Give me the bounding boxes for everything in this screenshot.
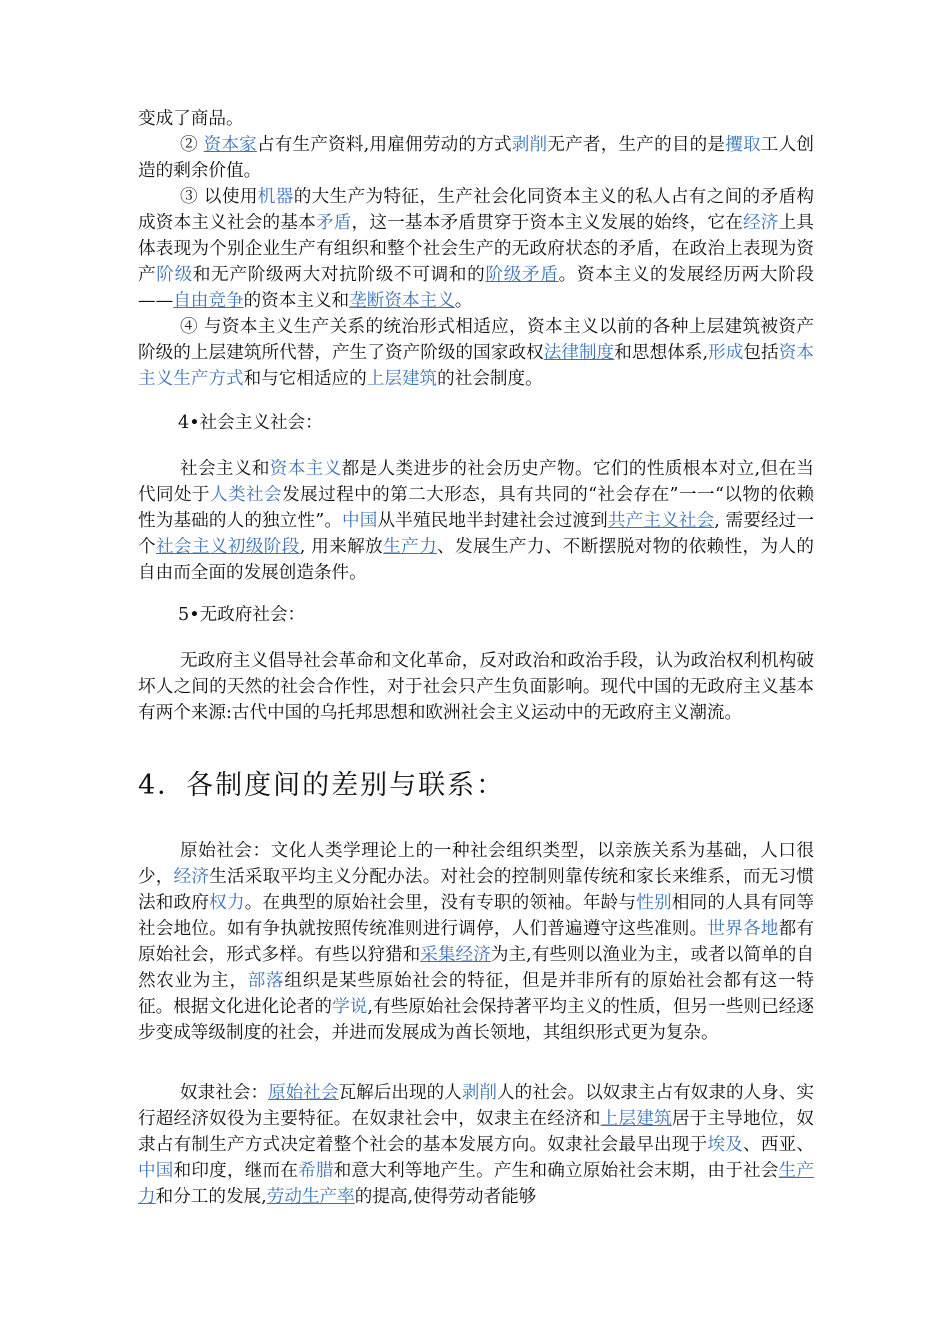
link-gender[interactable]: 性别 (636, 893, 672, 913)
text: 占有生产资料,用雇佣劳动的方式 (256, 135, 512, 155)
link-power[interactable]: 权力 (209, 893, 245, 913)
text: 发展过程中的第二大形态，具有共同的“社会存在”一一“以物的依赖性为基础的人的独立性”。 (138, 485, 814, 531)
link-labor-productivity[interactable]: 劳动生产率 (266, 1187, 355, 1207)
text: ② (180, 135, 204, 155)
text: 无产者，生产的目的是 (547, 135, 726, 155)
text: , 需要经过一个 (138, 511, 814, 557)
text: 为主,有些则以渔业为主，或者以简单的自然农业为主， (138, 945, 814, 991)
text: 和与它相适应的 (243, 369, 367, 389)
paragraph (138, 314, 814, 392)
text: ，这一基本矛盾贯穿于资本主义发展的始终，它在 (351, 213, 743, 233)
text: , 用来解放 (299, 537, 384, 557)
link-human-society[interactable]: 人类社会 (210, 485, 283, 505)
subheading-socialist-society: 4•社会主义社会： (178, 413, 323, 433)
paragraph (138, 106, 814, 132)
text: 。 (454, 291, 473, 311)
text: 奴隶社会： (180, 1083, 269, 1103)
link-communist-society[interactable]: 共产主义社会 (607, 511, 715, 531)
section-anarchist-society (138, 648, 814, 726)
link-class-contradiction[interactable]: 阶级矛盾 (485, 265, 559, 285)
text: 、发展生产力、不断摆脱对物的依赖性，为人的自由而全面的发展创造条件。 (138, 537, 814, 583)
text: ③ 以使用 (180, 187, 258, 207)
text: 和印度，继而在 (173, 1161, 299, 1181)
link-capitalist-mode-of-production[interactable]: 资本主义生产方式 (138, 343, 814, 389)
text: 相同的人具有同等社会地位。如有争执就按照传统准则进行调停，人们普遍遵守这些准则。 (138, 893, 814, 939)
text: 组织是某些原始社会的特征，但是并非所有的原始社会都有这一特征。根据文化进化论者的 (138, 971, 814, 1017)
link-egypt[interactable]: 埃及 (707, 1135, 743, 1155)
paragraph (138, 184, 814, 314)
text: 瓦解后出现的人 (338, 1083, 462, 1103)
link-gathering-economy[interactable]: 采集经济 (420, 945, 491, 965)
text: 的资本主义和 (243, 291, 350, 311)
link-china[interactable]: 中国 (342, 511, 378, 531)
text: 原始社会：文化人类学理论上的一种社会组织类型，以亲族关系为基础，人口很少， (138, 841, 814, 887)
text: 从半殖民地半封建社会过渡到 (377, 511, 608, 531)
paragraph (138, 456, 814, 586)
text: 居于主导地位，奴隶占有制生产方式决定着整个社会的基本发展方向。奴隶社会最早出现于 (138, 1109, 814, 1155)
text: 工人创造的剩余价值。 (138, 135, 814, 181)
text: ④ 与资本主义生产关系的统治形式相适应，资本主义以前的各种上层建筑被资产阶级的上层建筑所代替，产生了资产阶级的国家政权 (138, 317, 814, 363)
section-socialist-society (138, 456, 814, 586)
section-heading: 4．各制度间的差别与联系： (138, 770, 506, 801)
text: 人的社会。以奴隶主占有奴隶的人身、实行超经济奴役为主要特征。在奴隶社会中，奴隶主在经济和 (138, 1083, 814, 1129)
text: 的社会制度。 (437, 369, 543, 389)
link-exploitation[interactable]: 剥削 (461, 1083, 498, 1103)
text: ,有些原始社会保持著平均主义的性质，但另一些则已经逐步变成等级制度的社会，并进而发展成为酋长领地，其组织形式更为复杂。 (138, 997, 814, 1043)
text: 生活采取平均主义分配办法。对社会的控制则靠传统和家长来维系，而无习惯法和政府 (138, 867, 814, 913)
link-monopoly-capitalism[interactable]: 垄断资本主义 (349, 291, 455, 311)
link-economy[interactable]: 经济 (742, 213, 779, 233)
text: 和思想体系, (614, 343, 709, 363)
link-capitalist[interactable]: 资本家 (203, 135, 257, 155)
text: 包括 (743, 343, 779, 363)
link-theory[interactable]: 学说 (332, 997, 368, 1017)
link-form[interactable]: 形成 (708, 343, 744, 363)
text: 、西亚、 (743, 1135, 814, 1155)
paragraph (138, 1080, 814, 1210)
paragraph (138, 838, 814, 1046)
link-legal-system[interactable]: 法律制度 (543, 343, 615, 363)
text: 和意大利等地产生。产生和确立原始社会末期，由于社会 (333, 1161, 779, 1181)
link-grab[interactable]: 攫取 (725, 135, 761, 155)
subheading-anarchist-society: 5•无政府社会： (178, 605, 306, 625)
link-capitalism[interactable]: 资本主义 (269, 459, 342, 479)
text: 的提高,使得劳动者能够 (354, 1187, 537, 1207)
link-superstructure[interactable]: 上层建筑 (366, 369, 438, 389)
link-around-the-world[interactable]: 世界各地 (707, 919, 779, 939)
text: 。资本主义的发展经历两大阶段—— (138, 265, 814, 311)
text: 社会主义和 (180, 459, 270, 479)
text: 和分工的发展, (155, 1187, 267, 1207)
link-tribe[interactable]: 部落 (247, 971, 285, 991)
link-machine[interactable]: 机器 (257, 187, 294, 207)
text: 都有原始社会，形式多样。有些以狩猎和 (138, 919, 814, 965)
text: 和无产阶级两大对抗阶级不可调和的 (192, 265, 486, 285)
link-productive-forces[interactable]: 生产力 (138, 1161, 814, 1207)
link-primitive-society[interactable]: 原始社会 (268, 1083, 339, 1103)
link-exploitation[interactable]: 剥削 (511, 135, 548, 155)
text: 。在典型的原始社会里，没有专职的领袖。年龄与 (244, 893, 637, 913)
link-contradiction[interactable]: 矛盾 (315, 213, 352, 233)
text: 上具体表现为个别企业生产有组织和整个社会生产的无政府状态的矛盾，在政治上表现为资产 (138, 213, 814, 285)
paragraph: 无政府主义倡导社会革命和文化革命，反对政治和政治手段，认为政治权利机构破坏人之间的天然的社会合作性，对于社会只产生负面影响。现代中国的无政府主义基本有两个来源:古代中国的乌托邦思想和欧洲社会主义运动中的无政府主义潮流。 (138, 651, 814, 723)
link-free-competition[interactable]: 自由竞争 (173, 291, 244, 311)
link-china[interactable]: 中国 (138, 1161, 174, 1181)
section-capitalism-features (138, 106, 814, 392)
text: 变成了商品。 (138, 109, 244, 129)
link-primary-stage-of-socialism[interactable]: 社会主义初级阶段 (155, 537, 300, 557)
link-class[interactable]: 阶级 (156, 265, 193, 285)
text: 都是人类进步的社会历史产物。它们的性质根本对立,但在当代同处于 (138, 459, 814, 505)
section-primitive-society (138, 838, 814, 1046)
link-superstructure[interactable]: 上层建筑 (600, 1109, 672, 1129)
link-greece[interactable]: 希腊 (298, 1161, 334, 1181)
section-slave-society (138, 1080, 814, 1210)
link-productive-forces[interactable]: 生产力 (383, 537, 438, 557)
link-economy[interactable]: 经济 (173, 867, 210, 887)
paragraph (138, 132, 814, 184)
text: 的大生产为特征，生产社会化同资本主义的私人占有之间的矛盾构成资本主义社会的基本 (138, 187, 814, 233)
